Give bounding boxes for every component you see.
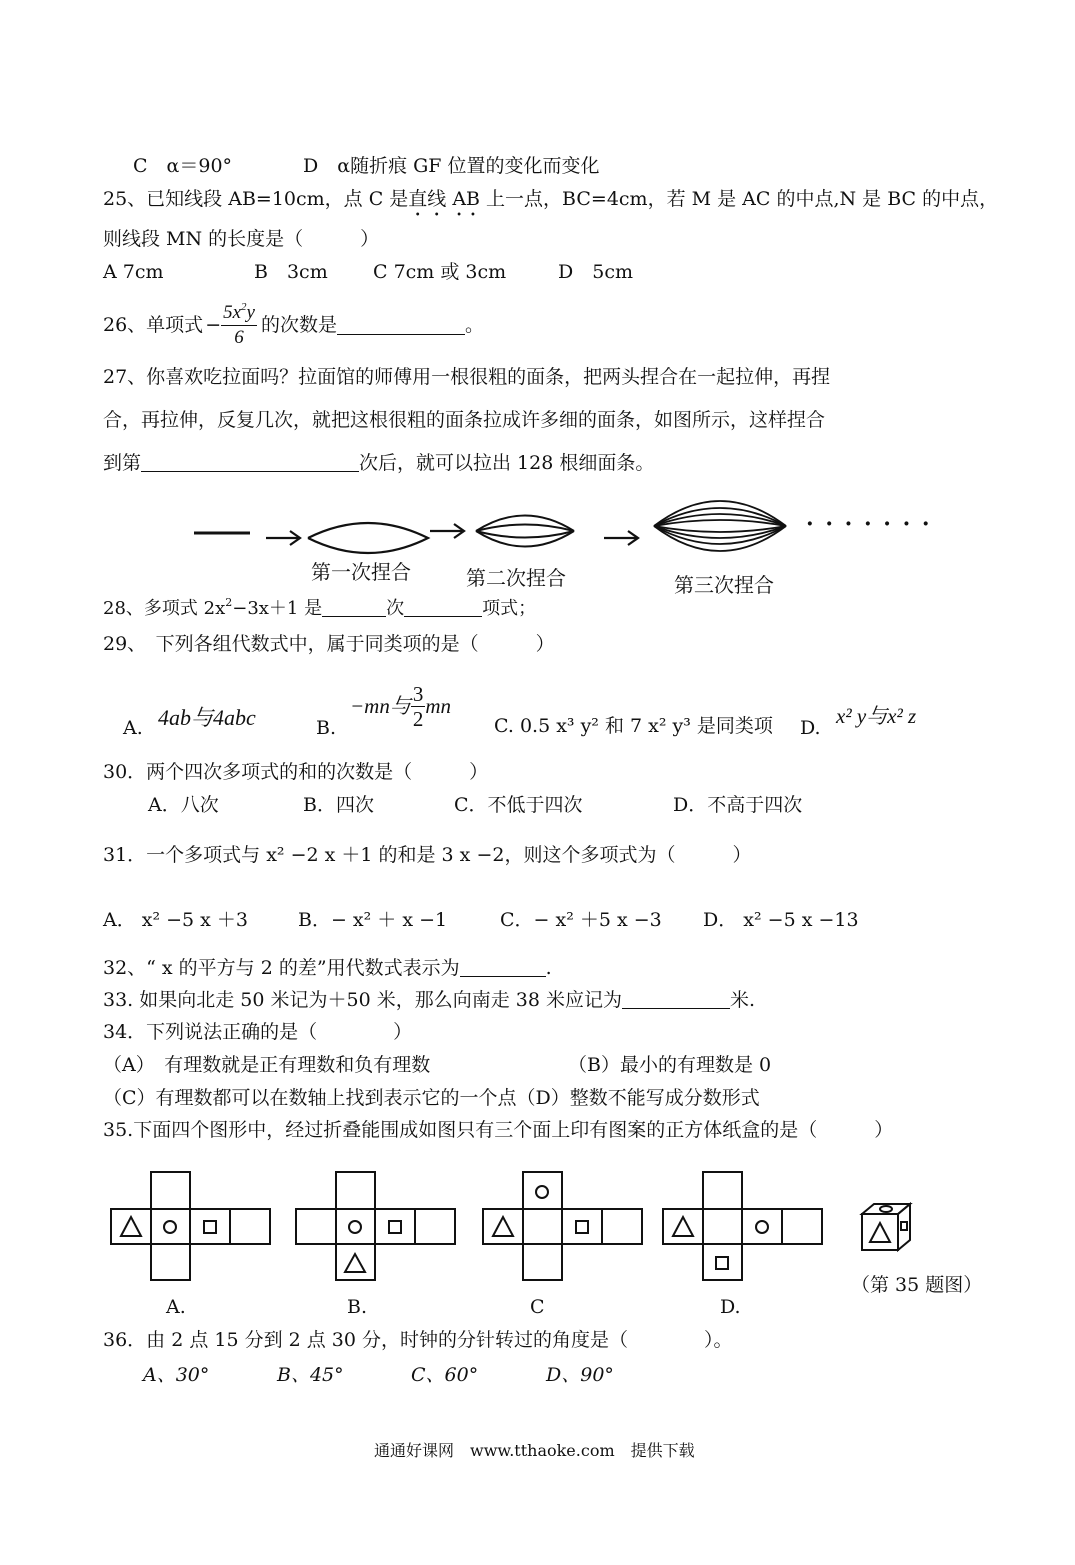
q28-middle: −3x＋1 是: [232, 598, 323, 619]
q31-option-d: D． x² −5 x −13: [703, 909, 859, 931]
page-footer: 通通好课网 www.tthaoke.com 提供下载: [374, 1441, 695, 1460]
q28-prefix: 28、多项式 2x: [103, 598, 226, 619]
q34-option-b: （B）最小的有理数是 0: [568, 1054, 772, 1076]
q29-b-tail: mn: [425, 694, 452, 718]
q29-b-label: B.: [316, 717, 337, 739]
q28-ci: 次: [386, 598, 405, 619]
q30-option-a: A．八次: [148, 794, 219, 816]
q30-option-b: B．四次: [303, 794, 374, 816]
net-b-label: B.: [347, 1296, 368, 1318]
q36-stem: 36．由 2 点 15 分到 2 点 30 分，时钟的分针转过的角度是（ ）。: [103, 1329, 733, 1351]
net-a: [111, 1172, 270, 1280]
net-a-label: A.: [166, 1296, 186, 1318]
q28-exp: 2: [225, 596, 233, 609]
q27-ellipsis-dots: · · · · · · ·: [806, 511, 932, 537]
q31-stem: 31．一个多项式与 x² −2 x ＋1 的和是 3 x −2，则这个多项式为（ ）: [103, 844, 752, 866]
q30-option-c: C．不低于四次: [454, 794, 583, 816]
q33-prefix: 33. 如果向北走 50 米记为＋50 米，那么向南走 38 米应记为: [103, 989, 622, 1011]
q26-minus: −: [205, 314, 222, 336]
q24-option-c: C α＝90°: [133, 155, 233, 177]
q35-caption: （第 35 题图）: [851, 1274, 983, 1296]
q25-dotted: 直线 AB: [408, 188, 481, 210]
q25-option-a: A 7cm: [103, 261, 164, 283]
q31-option-a: A． x² −5 x ＋3: [103, 909, 249, 931]
q32-end: .: [545, 957, 552, 979]
net-b: [296, 1172, 455, 1280]
q30-option-d: D．不高于四次: [673, 794, 803, 816]
q26-end: 。: [465, 314, 485, 336]
q26-num: 5x: [223, 301, 242, 323]
q29-d-label: D.: [800, 717, 821, 739]
q26-den: 6: [234, 326, 244, 348]
q36-option-c: C、60°: [411, 1364, 479, 1386]
q31-option-c: C．− x² ＋5 x −3: [500, 909, 662, 931]
q27-line3-prefix: 到第: [103, 452, 142, 474]
q36-option-b: B、45°: [277, 1364, 344, 1386]
q35-stem: 35.下面四个图形中，经过折叠能围成如图只有三个面上印有图案的正方体纸盒的是（ ）: [103, 1119, 894, 1141]
q29-b-num: 3: [412, 681, 424, 706]
q34-option-cd: （C）有理数都可以在数轴上找到表示它的一个点（D）整数不能写成分数形式: [103, 1087, 760, 1109]
q34-stem: 34．下列说法正确的是（ ）: [103, 1021, 413, 1043]
net-d-label: D.: [720, 1296, 741, 1318]
q29-c-text: C. 0.5 x³ y² 和 7 x² y³ 是同类项: [494, 715, 773, 737]
q36-option-a: A、30°: [143, 1364, 210, 1386]
q29-d-expr: x² y与x² z: [836, 704, 917, 728]
q26-num-exp: 2: [241, 300, 247, 313]
q24-option-d: D α随折痕 GF 位置的变化而变化: [303, 155, 600, 177]
q34-option-a: （A） 有理数就是正有理数和负有理数: [103, 1054, 431, 1076]
q26-suffix: 的次数是: [260, 314, 337, 336]
q29-b-den: 2: [412, 706, 424, 731]
q29-a-expr: 4ab与4abc: [158, 705, 256, 730]
q27-label-1: 第一次捏合: [311, 560, 411, 584]
q29-a-label: A.: [123, 717, 143, 739]
q26-num-tail: y: [246, 301, 255, 323]
net-c-label: C: [530, 1296, 545, 1318]
net-d: [663, 1172, 822, 1280]
q36-option-d: D、90°: [546, 1364, 614, 1386]
q29-stem: 29、 下列各组代数式中，属于同类项的是（ ）: [103, 633, 555, 655]
q30-stem: 30．两个四次多项式的和的次数是（ ）: [103, 761, 489, 783]
q32-prefix: 32、“ x 的平方与 2 的差”用代数式表示为: [103, 957, 460, 979]
q25-suffix: 上一点，BC=4cm，若 M 是 AC 的中点,N 是 BC 的中点，: [480, 188, 999, 210]
q31-option-b: B．− x² ＋ x −1: [298, 909, 448, 931]
q28-xiang: 项式；: [482, 598, 537, 619]
q25-option-c: C 7cm 或 3cm: [373, 261, 507, 283]
q26-prefix: 26、单项式: [103, 314, 204, 336]
q27-line2: 合，再拉伸，反复几次，就把这根很粗的面条拉成许多细的面条，如图所示，这样捏合: [103, 409, 826, 431]
reference-cube: [862, 1204, 910, 1250]
q25-prefix: 25、已知线段 AB=10cm，点 C 是: [103, 188, 409, 210]
q25-option-b: B 3cm: [254, 261, 328, 283]
net-c: [483, 1172, 642, 1280]
q27-label-2: 第二次捏合: [466, 566, 566, 590]
q33-end: 米.: [730, 989, 756, 1011]
q27-line3-suffix: 次后，就可以拉出 128 根细面条。: [359, 452, 655, 474]
q27-label-3: 第三次捏合: [674, 573, 774, 597]
q27-line1: 27、你喜欢吃拉面吗？拉面馆的师傅用一根很粗的面条，把两头捏合在一起拉伸，再捏: [103, 366, 831, 388]
q29-b-left: −mn与: [350, 694, 411, 718]
q25-option-d: D 5cm: [558, 261, 633, 283]
q25-line2: 则线段 MN 的长度是（ ）: [103, 228, 380, 250]
